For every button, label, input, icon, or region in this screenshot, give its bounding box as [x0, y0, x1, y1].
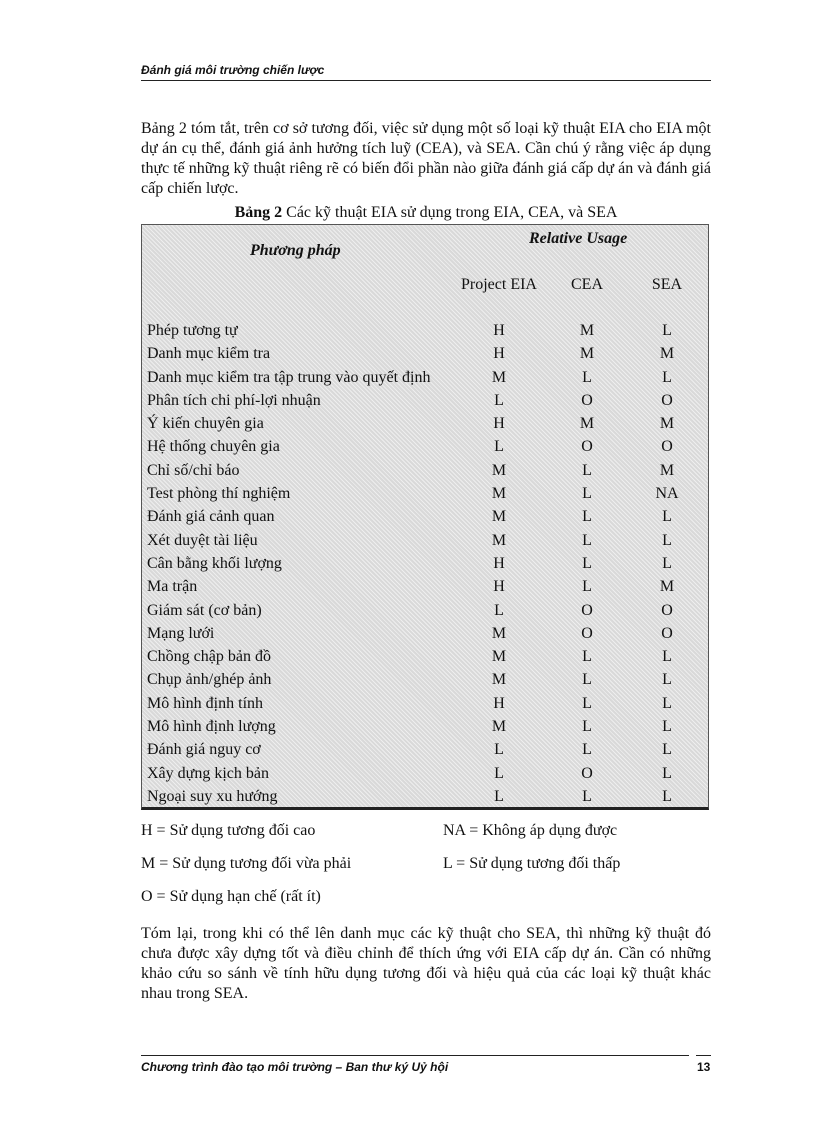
method-cell: Đánh giá cảnh quan	[147, 508, 275, 526]
sea-cell: L	[662, 764, 672, 782]
sea-cell: L	[662, 531, 672, 549]
legend-h: H = Sử dụng tương đối cao	[141, 822, 316, 839]
method-cell: Hệ thống chuyên gia	[147, 438, 280, 456]
project-eia-cell: H	[493, 694, 505, 712]
project-eia-cell: M	[491, 485, 507, 503]
project-eia-cell: M	[491, 671, 507, 689]
method-column-header: Phương pháp	[250, 242, 341, 259]
table-row	[142, 670, 708, 693]
legend-na: NA = Không áp dụng được	[443, 822, 618, 839]
table-row	[142, 344, 708, 367]
sea-cell: L	[662, 322, 672, 339]
method-cell: Chụp ảnh/ghép ảnh	[147, 671, 272, 689]
cea-cell: L	[582, 741, 592, 759]
column-header-cea: CEA	[571, 276, 603, 293]
project-eia-cell: M	[491, 718, 507, 736]
sea-cell: L	[662, 671, 672, 689]
method-cell: Mô hình định tính	[147, 694, 264, 712]
method-cell: Chồng chập bản đồ	[147, 648, 271, 666]
sea-cell: L	[662, 368, 672, 386]
method-cell: Mạng lưới	[147, 624, 215, 642]
method-cell: Cân bằng khối lượng	[147, 554, 282, 572]
sea-cell: L	[662, 787, 672, 805]
column-header-sea: SEA	[651, 276, 683, 293]
table-row	[142, 461, 708, 484]
sea-cell: O	[661, 391, 673, 409]
table-row	[142, 694, 708, 717]
sea-cell: M	[659, 415, 675, 433]
project-eia-cell: M	[491, 508, 507, 526]
project-eia-cell: M	[491, 531, 507, 549]
method-cell: Xét duyệt tài liệu	[147, 531, 258, 549]
project-eia-cell: H	[493, 322, 505, 339]
cea-cell: O	[581, 624, 593, 642]
table-row	[142, 484, 708, 507]
project-eia-cell: L	[494, 787, 504, 805]
project-eia-cell: H	[493, 415, 505, 433]
cea-cell: L	[582, 671, 592, 689]
table-row	[142, 507, 708, 530]
cea-cell: M	[579, 415, 595, 433]
running-header: Đánh giá môi trường chiến lược	[141, 63, 325, 77]
table-row	[142, 391, 708, 414]
footer-rule-page	[696, 1055, 711, 1056]
method-cell: Ngoại suy xu hướng	[147, 787, 278, 805]
sea-cell: O	[661, 438, 673, 456]
cea-cell: L	[582, 787, 592, 805]
project-eia-cell: L	[494, 391, 504, 409]
sea-cell: NA	[655, 485, 679, 503]
techniques-table	[141, 224, 709, 810]
legend-l: L = Sử dụng tương đối thấp	[443, 855, 621, 872]
method-cell: Ý kiến chuyên gia	[147, 415, 264, 433]
method-cell: Ma trận	[147, 578, 198, 596]
sea-cell: M	[659, 461, 675, 479]
table-caption	[141, 204, 711, 222]
table-row	[142, 321, 708, 344]
project-eia-cell: L	[494, 741, 504, 759]
cea-cell: L	[582, 508, 592, 526]
table-row	[142, 717, 708, 740]
method-cell: Phân tích chi phí-lợi nhuận	[147, 391, 321, 409]
method-cell: Xây dựng kịch bản	[147, 764, 269, 782]
sea-cell: L	[662, 554, 672, 572]
project-eia-cell: M	[491, 648, 507, 666]
method-cell: Giám sát (cơ bản)	[147, 601, 262, 619]
table-row	[142, 554, 708, 577]
cea-cell: L	[582, 531, 592, 549]
method-cell: Chỉ số/chỉ báo	[147, 461, 240, 479]
header-rule	[141, 80, 711, 81]
table-row	[142, 624, 708, 647]
sea-cell: L	[662, 694, 672, 712]
table-row	[142, 740, 708, 763]
method-cell: Phép tương tự	[147, 322, 238, 339]
cea-cell: L	[582, 578, 592, 596]
cea-cell: L	[582, 368, 592, 386]
cea-cell: L	[582, 694, 592, 712]
table-row	[142, 764, 708, 787]
cea-cell: M	[579, 322, 595, 339]
table-row	[142, 787, 708, 810]
table-body	[142, 321, 708, 810]
footer-rule	[141, 1055, 689, 1056]
project-eia-cell: H	[493, 578, 505, 596]
project-eia-cell: L	[494, 438, 504, 456]
method-cell: Đánh giá nguy cơ	[147, 741, 261, 759]
sea-cell: O	[661, 601, 673, 619]
method-cell: Mô hình định lượng	[147, 718, 276, 736]
sea-cell: L	[662, 741, 672, 759]
table-row	[142, 531, 708, 554]
table-row	[142, 647, 708, 670]
project-eia-cell: H	[493, 345, 505, 363]
sea-cell: L	[662, 718, 672, 736]
sea-cell: M	[659, 578, 675, 596]
cea-cell: O	[581, 764, 593, 782]
project-eia-cell: M	[491, 461, 507, 479]
project-eia-cell: M	[491, 624, 507, 642]
footer-text: Chương trình đào tạo môi trường – Ban thư ký Uỷ hội	[141, 1060, 449, 1074]
sea-cell: L	[662, 648, 672, 666]
table-row	[142, 437, 708, 460]
cea-cell: O	[581, 391, 593, 409]
table-row	[142, 368, 708, 391]
sea-cell: L	[662, 508, 672, 526]
cea-cell: O	[581, 438, 593, 456]
project-eia-cell: H	[493, 554, 505, 572]
table-row	[142, 577, 708, 600]
conclusion-paragraph: Tóm lại, trong khi có thể lên danh mục các kỹ thuật cho SEA, thì những kỹ thuật đó chưa được xây dựng tốt và điều chỉnh để thích ứng với EIA cấp dự án. Cần có những khảo cứu so sánh về tính hữu dụng tương đối và hiệu quả của các loại kỹ thuật khác nhau trong SEA.	[141, 925, 711, 1002]
legend-o: O = Sử dụng hạn chế (rất ít)	[141, 888, 321, 905]
column-header-project-eia: Project EIA	[461, 276, 537, 293]
cea-cell: O	[581, 601, 593, 619]
method-cell: Danh mục kiểm tra	[147, 345, 271, 363]
cea-cell: L	[582, 718, 592, 736]
cea-cell: L	[582, 554, 592, 572]
table-row	[142, 601, 708, 624]
method-cell: Test phòng thí nghiệm	[147, 485, 291, 503]
table-row	[142, 414, 708, 437]
project-eia-cell: L	[494, 601, 504, 619]
cea-cell: L	[582, 648, 592, 666]
sea-cell: O	[661, 624, 673, 642]
cea-cell: L	[582, 461, 592, 479]
page-number: 13	[697, 1060, 711, 1074]
project-eia-cell: L	[494, 764, 504, 782]
method-cell: Danh mục kiểm tra tập trung vào quyết định	[147, 368, 431, 386]
table-caption-text: Các kỹ thuật EIA sử dụng trong EIA, CEA, và SEA	[286, 204, 618, 221]
cea-cell: L	[582, 485, 592, 503]
sea-cell: M	[659, 345, 675, 363]
project-eia-cell: M	[491, 368, 507, 386]
cea-cell: M	[579, 345, 595, 363]
relative-usage-header: Relative Usage	[529, 230, 628, 247]
intro-paragraph: Bảng 2 tóm tắt, trên cơ sở tương đối, việc sử dụng một số loại kỹ thuật EIA cho EIA một dự án cụ thể, đánh giá ảnh hưởng tích luỹ (CEA), và SEA. Cần chú ý rằng việc áp dụng thực tế những kỹ thuật riêng rẽ có biến đổi phần nào giữa đánh giá cấp dự án và đánh giá cấp chiến lược.	[141, 120, 711, 197]
table-caption-label: Bảng 2	[234, 204, 283, 221]
legend-m: M = Sử dụng tương đối vừa phải	[141, 855, 352, 872]
